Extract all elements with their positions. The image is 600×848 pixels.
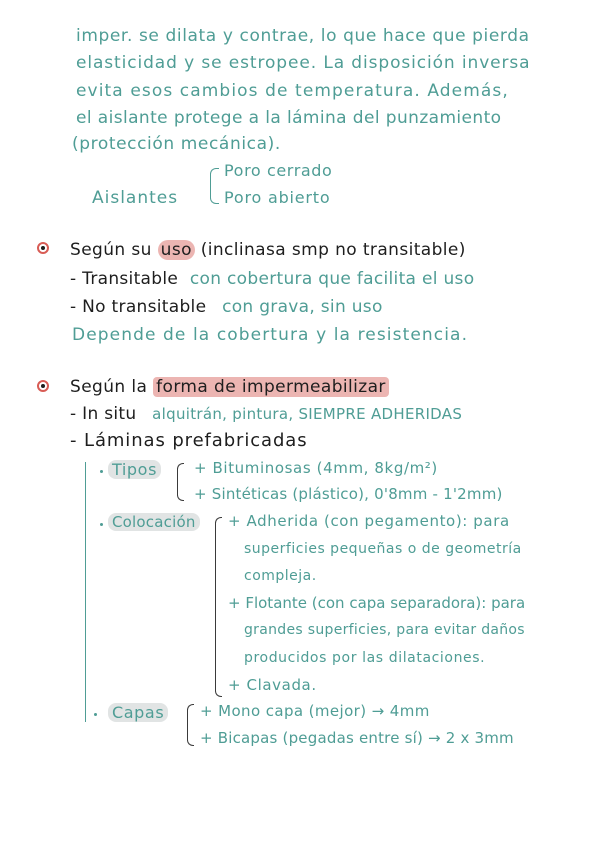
bullet-icon <box>37 380 49 392</box>
uso-heading-pre: Según su <box>70 240 152 260</box>
colocacion-label-text: Colocación <box>108 513 200 531</box>
forma-insitu <box>70 406 462 423</box>
capas-item-1: + Mono capa (mejor) → 4mm <box>200 702 430 720</box>
bullet-dot-icon <box>94 713 97 716</box>
forma-heading-highlight: forma de impermeabilizar <box>153 377 389 397</box>
colocacion-item-1-line-2: superficies pequeñas o de geometría <box>244 541 522 557</box>
forma-heading <box>70 379 389 396</box>
bullet-icon <box>37 242 49 254</box>
capas-label-text: Capas <box>108 703 168 722</box>
intro-line-3: evita esos cambios de temperatura. Además, <box>76 81 509 101</box>
colocacion-item-2-line-2: grandes superficies, para evitar daños <box>244 622 525 638</box>
colocacion-brace <box>215 517 222 697</box>
forma-insitu-desc: alquitrán, pintura, SIEMPRE ADHERIDAS <box>152 405 463 423</box>
tipos-item-1: + Bituminosas (4mm, 8kg/m²) <box>194 459 438 477</box>
forma-insitu-label: - In situ <box>70 404 137 424</box>
uso-heading <box>70 242 466 259</box>
capas-brace <box>187 704 194 746</box>
forma-laminas: - Láminas prefabricadas <box>70 430 308 451</box>
aislantes-option-2: Poro abierto <box>224 188 331 207</box>
aislantes-option-1: Poro cerrado <box>224 161 333 180</box>
forma-heading-pre: Según la <box>70 377 148 397</box>
tipos-label-text: Tipos <box>108 460 161 479</box>
capas-item-2: + Bicapas (pegadas entre sí) → 2 x 3mm <box>200 729 514 747</box>
uso-item-1-desc: con cobertura que facilita el uso <box>189 269 475 289</box>
colocacion-item-3: + Clavada. <box>228 676 317 694</box>
capas-label <box>108 705 168 721</box>
uso-item-2-desc: con grava, sin uso <box>222 297 383 317</box>
colocacion-item-2-line-1: + Flotante (con capa separadora): para <box>228 594 526 612</box>
uso-item-1-label: - Transitable <box>70 269 179 289</box>
intro-line-4: el aislante protege a la lámina del punzamiento <box>76 108 502 128</box>
bullet-dot-icon <box>100 523 103 526</box>
uso-heading-highlight: uso <box>158 240 195 260</box>
colocacion-item-2-line-3: producidos por las dilataciones. <box>244 650 486 666</box>
uso-item-2-label: - No transitable <box>70 297 207 317</box>
colocacion-item-1-line-1: + Adherida (con pegamento): para <box>228 512 510 530</box>
tipos-brace <box>177 463 184 501</box>
tipos-label <box>108 462 161 478</box>
uso-item-transitable <box>70 271 474 288</box>
uso-note: Depende de la cobertura y la resistencia. <box>72 325 469 345</box>
intro-line-5: (protección mecánica). <box>72 134 281 154</box>
colocacion-label <box>108 515 200 530</box>
uso-heading-post: (inclinasa smp no transitable) <box>200 240 466 260</box>
bullet-dot-icon <box>100 470 103 473</box>
intro-line-1: imper. se dilata y contrae, lo que hace que pierda <box>76 26 530 46</box>
laminas-bracket <box>85 462 86 722</box>
colocacion-item-1-line-3: compleja. <box>244 568 317 584</box>
aislantes-brace <box>210 168 219 204</box>
uso-item-no-transitable <box>70 299 383 316</box>
aislantes-label: Aislantes <box>92 188 179 208</box>
intro-line-2: elasticidad y se estropee. La disposición inversa <box>76 53 531 73</box>
tipos-item-2: + Sintéticas (plástico), 0'8mm - 1'2mm) <box>194 485 503 503</box>
